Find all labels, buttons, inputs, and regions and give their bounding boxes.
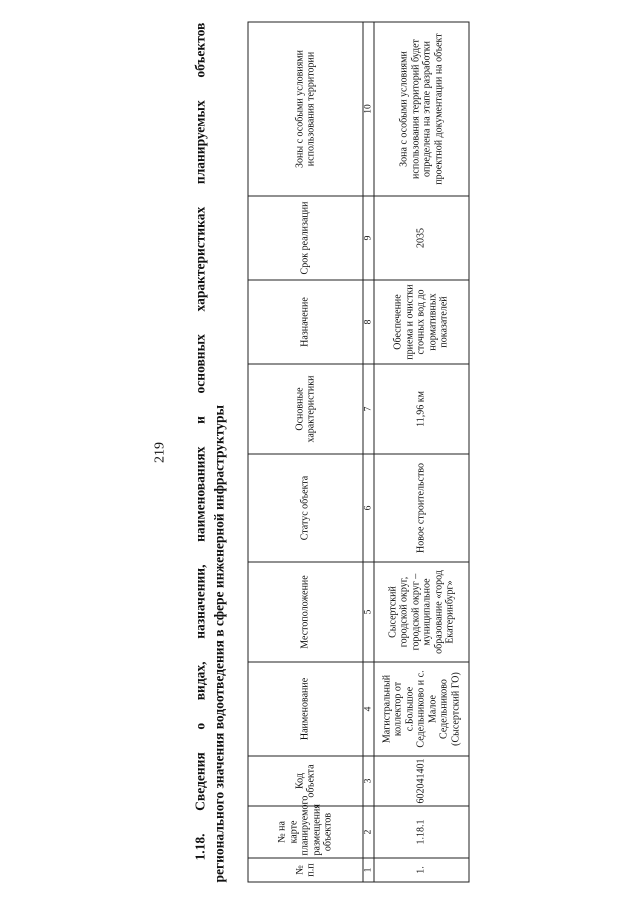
table-cell: 2035 [374,196,469,280]
column-header: Статус объекта [248,454,363,562]
column-number: 10 [363,22,374,196]
heading-word: о [192,722,208,730]
column-header: Код объекта [248,756,363,806]
table-cell: Сысертский городской округ, городской округ – муниципальное образование «город Екатеринбург» [374,562,469,662]
column-number-row [363,22,374,882]
table-cell: 11,96 км [374,364,469,454]
table-cell: 1.18.1 [374,806,469,858]
heading-word: и [192,416,208,424]
column-number: 2 [363,806,374,858]
heading-word: 1.18. [192,833,208,861]
table-cell: Новое строительство [374,454,469,562]
column-number: 6 [363,454,374,562]
heading-word: видах, [192,661,208,701]
column-header: № на карте планируемого размещения объектов [248,806,363,858]
section-heading [191,23,229,883]
column-number: 9 [363,196,374,280]
table-cell: Зона с особыми условиями использования территорий будет определена на этапе разработки проектной документации на объект [374,22,469,196]
heading-word: наименованиях [192,446,208,542]
column-number: 5 [363,562,374,662]
heading-word: объектов [192,22,208,78]
column-header: Наименование [248,662,363,756]
table-cell: Магистральный коллектор от с.Большое Седельниково и с. Малое Седельниково (Сысертский ГО) [374,662,469,756]
column-header: Основные характеристики [248,364,363,454]
infrastructure-objects-table [248,22,470,883]
column-header: Назначение [248,280,363,364]
table-header-row [248,22,363,882]
section-heading-line-1 [191,23,210,883]
section-heading-line-2: регионального значения водоотведения в сфере инженерной инфраструктуры [211,404,227,883]
column-number: 8 [363,280,374,364]
heading-word: планируемых [192,100,208,185]
column-number: 3 [363,756,374,806]
column-header: № п.п [248,858,363,882]
column-header: Срок реализации [248,196,363,280]
table-cell: 602041401 [374,756,469,806]
page-number: 219 [152,442,168,463]
heading-word: основных [192,334,208,394]
column-number: 7 [363,364,374,454]
heading-word: Сведения [192,752,208,811]
heading-word: назначении, [192,564,208,639]
column-number: 4 [363,662,374,756]
column-header: Местоположение [248,562,363,662]
table-row [374,22,469,882]
table-cell: 1. [374,858,469,882]
heading-word: характеристиках [192,206,208,312]
rotated-page-content [153,23,488,883]
column-header: Зоны с особыми условиями использования территории [248,22,363,196]
column-number: 1 [363,858,374,882]
table-cell: Обеспечение приема и очистки сточных вод до нормативных показателей [374,280,469,364]
